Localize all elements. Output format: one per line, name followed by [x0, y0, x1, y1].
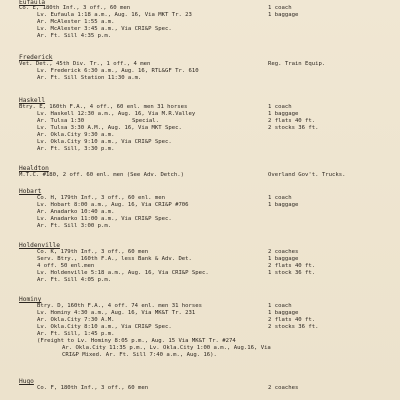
equipment-line: Reg. Train Equip.	[268, 61, 326, 67]
unit-line: Btry. E, 160th F.A., 4 off., 60 enl. men 31 horses	[19, 104, 188, 110]
schedule-line: Lv. Tulsa 3:30 A.M., Aug. 16, Via MKT Spec.	[37, 125, 182, 131]
equipment-line: 1 coach	[268, 195, 292, 201]
equipment-line: 1 baggage	[268, 202, 299, 208]
equipment-line: 2 stocks 36 ft.	[268, 324, 319, 330]
town-heading: Eufaula	[19, 0, 46, 6]
unit-line: Co. K, 179th Inf., 3 off., 60 men	[37, 249, 149, 255]
town-heading: Hobart	[19, 188, 42, 195]
equipment-line: 2 coaches	[268, 249, 299, 255]
schedule-line: Ar. Ft. Sill, 3:30 p.m.	[37, 146, 115, 152]
freight-note-line: CRI&P Mixed. Ar. Ft. Sill 7:40 a.m., Aug. 16).	[62, 352, 217, 358]
equipment-line: 2 flats 40 ft.	[268, 317, 316, 323]
schedule-line: Lv. Hominy 4:30 a.m., Aug. 16, Via MK&T Tr. 231	[37, 310, 196, 316]
unit-line: Co. H, 179th Inf., 3 off., 60 enl. men	[37, 195, 165, 201]
schedule-line: Lv. Frederick 6:30 a.m., Aug. 16, RTL&GF Tr. 610	[37, 68, 199, 74]
schedule-line: Ar. Ft. Sill 3:00 p.m.	[37, 223, 112, 229]
town-heading: Healdton	[19, 165, 49, 172]
schedule-line: Ar. Ft. Sill, 1:45 p.m.	[37, 331, 115, 337]
equipment-line: 2 flats 40 ft.	[268, 263, 316, 269]
unit-line: Co. E, 180th Inf., 3 off., 60 men	[19, 5, 131, 11]
unit-line: Co. F, 180th Inf., 3 off., 60 men	[37, 385, 149, 391]
schedule-line: Ar. McAlester 1:55 a.m.	[37, 19, 115, 25]
unit-line: 4 off. 50 enl.men	[37, 263, 95, 269]
schedule-line: Ar. Ft. Sill Station 11:30 a.m.	[37, 75, 142, 81]
schedule-line: Lv. Holdenville 5:18 a.m., Aug. 16, Via CRI&P Spec.	[37, 270, 209, 276]
equipment-line: 1 coach	[268, 104, 292, 110]
schedule-line: Lv. Hobart 8:00 a.m., Aug. 16, Via CRI&P #706	[37, 202, 189, 208]
equipment-line: 1 baggage	[268, 256, 299, 262]
equipment-line: 1 stock 36 ft.	[268, 270, 316, 276]
equipment-line: 2 flats 40 ft.	[268, 118, 316, 124]
schedule-line: Lv. Okla.City 8:10 a.m., Via CRI&P Spec.	[37, 324, 172, 330]
equipment-line: 1 baggage	[268, 310, 299, 316]
schedule-line: Ar. Ft. Sill 4:35 p.m.	[37, 33, 112, 39]
schedule-line: Lv. Eufaula 1:18 a.m., Aug. 16, Via MKT Tr. 23	[37, 12, 192, 18]
schedule-line: Lv. McAlester 3:45 a.m., Via CRI&P Spec.	[37, 26, 172, 32]
schedule-line: Ar. Anadarko 10:40 a.m.	[37, 209, 115, 215]
town-heading: Hominy	[19, 296, 42, 303]
equipment-line: 1 coach	[268, 303, 292, 309]
unit-line: Btry. D, 160th F.A., 4 off. 74 enl. men 31 horses	[37, 303, 203, 309]
town-heading: Hugo	[19, 378, 34, 385]
schedule-line: Ar. Tulsa 1:30	[37, 118, 85, 124]
unit-line: Vet. Det., 45th Div. Tr., 1 off., 4 men	[19, 61, 151, 67]
unit-line: M.T.C. #180, 2 off. 60 enl. men (See Adv. Detch.)	[19, 172, 185, 178]
schedule-note: Special.	[132, 118, 159, 124]
schedule-line: Lv. Anadarko 11:00 a.m., Via CRI&P Spec.	[37, 216, 172, 222]
town-heading: Holdenville	[19, 242, 60, 249]
town-heading: Frederick	[19, 54, 53, 61]
schedule-line: Lv. Okla.City 9:10 a.m., Via CRI&P Spec.	[37, 139, 172, 145]
schedule-line: Ar. Okla.City 7:30 A.M.	[37, 317, 115, 323]
schedule-line: Lv. Haskell 12:30 a.m., Aug. 16, Via M.R.Valley	[37, 111, 196, 117]
unit-line: Serv. Btry., 160th F.A., less Bank & Adv. Det.	[37, 256, 192, 262]
equipment-line: Overland Gov't. Trucks.	[268, 172, 346, 178]
equipment-line: 2 coaches	[268, 385, 299, 391]
schedule-line: Ar. Okla.City 9:30 a.m.	[37, 132, 115, 138]
freight-note-line: Ar. Okla.City 11:35 p.m., Lv. Okla.City 1:00 a.m., Aug.16, Via	[62, 345, 271, 351]
equipment-line: 1 baggage	[268, 12, 299, 18]
equipment-line: 1 coach	[268, 5, 292, 11]
equipment-line: 1 baggage	[268, 111, 299, 117]
town-heading: Haskell	[19, 97, 46, 104]
freight-note-line: (Freight to Lv. Hominy 8:05 p.m., Aug. 15 Via MK&T Tr. #274	[37, 338, 236, 344]
schedule-line: Ar. Ft. Sill 4:05 p.m.	[37, 277, 112, 283]
equipment-line: 2 stocks 36 ft.	[268, 125, 319, 131]
